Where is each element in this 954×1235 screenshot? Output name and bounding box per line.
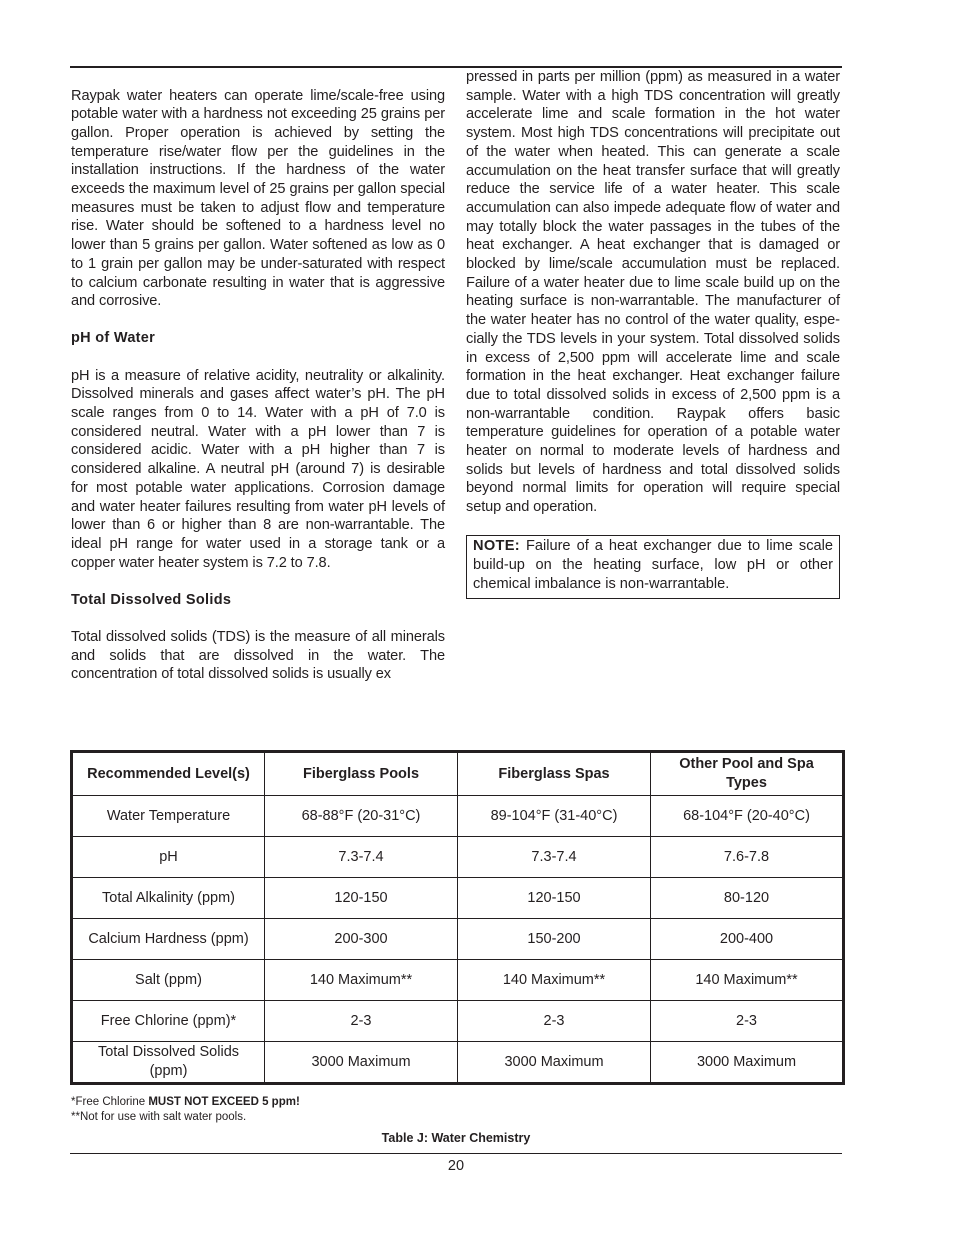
header-cell: Recommended Level(s) bbox=[72, 752, 265, 796]
header-cell: Fiberglass Pools bbox=[265, 752, 458, 796]
table-cell: 120-150 bbox=[458, 878, 651, 919]
table-cell: pH bbox=[72, 837, 265, 878]
footnote-chlorine-prefix: *Free Chlorine bbox=[71, 1096, 149, 1108]
header-cell: Fiberglass Spas bbox=[458, 752, 651, 796]
intro-paragraph: Raypak water heaters can operate lime/scale-free using potable water with a hardness not exceeding 25 grains per gallon. Proper operation is achieved by setting the temperature rise/water flow per the guidelines in the installation instructions. If the hardness of the water exceeds the maximum level of 25 grains per gallon special measures must be taken to adjust flow and temperature rise. Water should be softened to a hardness level no lower than 5 grains per gallon. Water softened as low as 0 to 1 grain per gallon may be under-saturated with respect to calcium carbonate resulting in water that is aggressive and corrosive. bbox=[71, 87, 445, 310]
table-cell: 200-400 bbox=[651, 919, 844, 960]
table-cell: 68-88°F (20-31°C) bbox=[265, 796, 458, 837]
bottom-rule bbox=[70, 1153, 842, 1154]
ph-heading: pH of Water bbox=[71, 330, 156, 347]
table-row bbox=[72, 960, 844, 1001]
table-row bbox=[72, 796, 844, 837]
footnote-chlorine-warning: MUST NOT EXCEED 5 ppm! bbox=[148, 1096, 300, 1108]
table-cell: Calcium Hardness (ppm) bbox=[72, 919, 265, 960]
table-cell: Salt (ppm) bbox=[72, 960, 265, 1001]
table-cell: 3000 Maximum bbox=[265, 1042, 458, 1084]
table-header-row bbox=[72, 752, 844, 796]
table-caption: Table J: Water Chemistry bbox=[381, 1131, 531, 1145]
footnote-salt: **Not for use with salt water pools. bbox=[71, 1111, 247, 1123]
table-cell: 140 Maximum** bbox=[458, 960, 651, 1001]
table-cell: 3000 Maximum bbox=[458, 1042, 651, 1084]
table-cell: 89-104°F (31-40°C) bbox=[458, 796, 651, 837]
tds-heading: Total Dissolved Solids bbox=[71, 591, 232, 608]
tds-paragraph: Total dissolved solids (TDS) is the measure of all minerals and solids that are dissolved in the water. The concentration of total dissolved solids is usually ex bbox=[71, 629, 445, 683]
note-text: Failure of a heat exchanger due to lime scale build-up on the heating surface, low pH or other chemical imbalance is non-warrantable. bbox=[473, 538, 833, 592]
table-cell: 140 Maximum** bbox=[651, 960, 844, 1001]
header-cell: Other Pool and Spa Types bbox=[651, 752, 844, 796]
note-box bbox=[466, 535, 840, 599]
table-cell: 3000 Maximum bbox=[651, 1042, 844, 1084]
table-row bbox=[72, 919, 844, 960]
left-column bbox=[71, 68, 445, 684]
table-cell: 200-300 bbox=[265, 919, 458, 960]
table-cell: 7.6-7.8 bbox=[651, 837, 844, 878]
table-cell: 7.3-7.4 bbox=[458, 837, 651, 878]
table-cell: 7.3-7.4 bbox=[265, 837, 458, 878]
table-cell: Total Alkalinity (ppm) bbox=[72, 878, 265, 919]
right-column bbox=[466, 68, 840, 599]
table-cell: 150-200 bbox=[458, 919, 651, 960]
table-cell: 68-104°F (20-40°C) bbox=[651, 796, 844, 837]
table-cell: Total Dissolved Solids (ppm) bbox=[72, 1042, 265, 1084]
table-cell: 120-150 bbox=[265, 878, 458, 919]
table-cell: 80-120 bbox=[651, 878, 844, 919]
note-label: NOTE: bbox=[473, 538, 520, 555]
table-cell: Water Temperature bbox=[72, 796, 265, 837]
tds-continuation-paragraph: pressed in parts per million (ppm) as measured in a water sample. Water with a high TDS concentration will greatly accelerate lime and scale formation in the hot water system. Most high TDS concentrations will precipitate out of the water when heated. This can generate a scale accumulation on the heat transfer surface that will greatly reduce the service life of a water heater. This scale accumulation can also impede adequate flow of water and may totally block the water passages in the tubes of the heat exchanger. A heat exchanger that is damaged or blocked by lime/scale accumulation must be replaced. Failure of a water heater due to lime scale build up on the heating surface is non-warrantable. The manufacturer of the water heater has no control of the water quality, especially the TDS levels in your system. Total dissolved solids in excess of 2,500 ppm will accelerate lime and scale formation in the heat exchanger. Heat exchanger failure due to total dissolved solids in excess of 2,500 ppm is a non-warrantable condition. Raypak offers basic temperature guidelines for operation of a potable water heater on normal to moderate levels of hardness and solids but levels of hardness and total dissolved solids beyond normal limits for operation will require special setup and operation. bbox=[466, 69, 840, 516]
page-number: 20 bbox=[447, 1158, 465, 1174]
water-chemistry-table bbox=[70, 750, 845, 1085]
table-cell: 2-3 bbox=[265, 1001, 458, 1042]
table-cell: 2-3 bbox=[651, 1001, 844, 1042]
footnote-chlorine bbox=[71, 1095, 300, 1110]
table-row bbox=[72, 1042, 844, 1084]
table-row bbox=[72, 1001, 844, 1042]
table-cell: Free Chlorine (ppm)* bbox=[72, 1001, 265, 1042]
table-row bbox=[72, 837, 844, 878]
ph-paragraph: pH is a measure of relative acidity, neutrality or alkalinity. Dissolved minerals and gases affect water’s pH. The pH scale ranges from 0 to 14. Water with a pH of 7.0 is considered neutral. Water with a pH lower than 7 is considered acidic. Water with a pH higher than 7 is considered alkaline. A neutral pH (around 7) is desirable for most potable water applications. Corrosion damage and water heater failures resulting from water pH levels of lower than 6 or higher than 8 are non-warrantable. The ideal pH range for water used in a storage tank or a copper water heater system is 7.2 to 7.8. bbox=[71, 367, 445, 571]
table-cell: 2-3 bbox=[458, 1001, 651, 1042]
table-cell: 140 Maximum** bbox=[265, 960, 458, 1001]
table-row bbox=[72, 878, 844, 919]
table-footnotes bbox=[71, 1095, 300, 1125]
